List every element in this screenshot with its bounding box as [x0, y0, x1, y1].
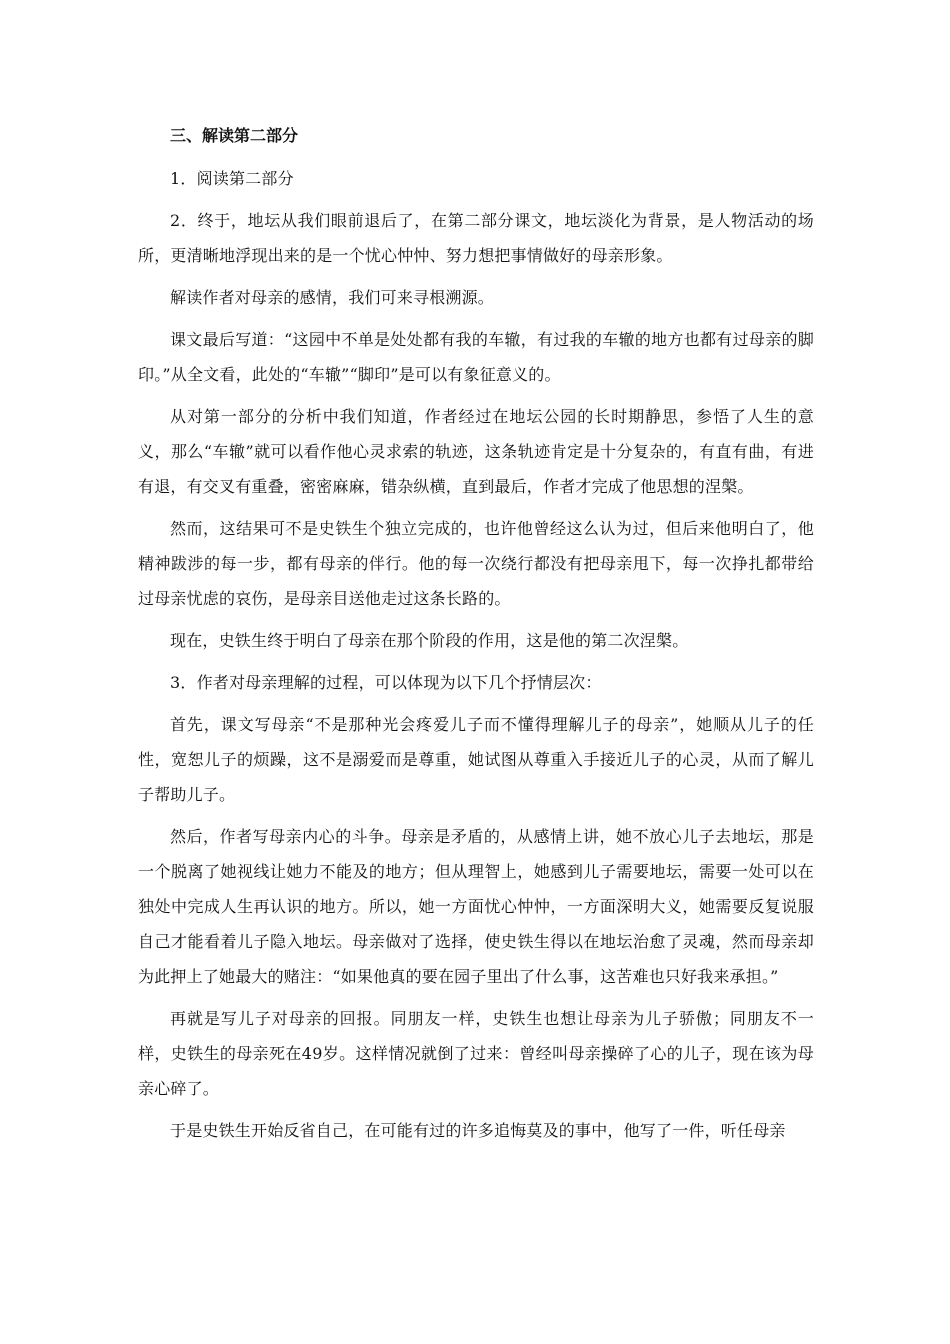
paragraph-root-search: 解读作者对母亲的感情，我们可来寻根溯源。: [170, 288, 495, 307]
paragraph-first-part-analysis: 从对第一部分的分析中我们知道，作者经过在地坛公园的长时期静思，参悟了人生的意义，那么“车辙”就可以看作他心灵求索的轨迹，这条轨迹肯定是十分复杂的，有直有曲，有进有退，有交叉有重叠，密密麻麻，错杂纵横，直到最后，作者才完成了他思想的涅槃。: [138, 407, 814, 496]
paragraph-inner-struggle: 然后，作者写母亲内心的斗争。母亲是矛盾的，从感情上讲，她不放心儿子去地坛，那是一个脱离了她视线让她力不能及的地方；但从理智上，她感到儿子需要地坛，需要一处可以在独处中完成人生再认识的地方。所以，她一方面忧心忡忡，一方面深明大义，她需要反复说服自己才能看着儿子隐入地坛。母亲做对了选择，使史铁生得以在地坛治愈了灵魂，然而母亲却为此押上了她最大的赌注：“如果他真的要在园子里出了什么事，这苦难也只好我来承担。”: [138, 827, 814, 986]
paragraph-mother-companion: 然而，这结果可不是史铁生个独立完成的，也许他曾经这么认为过，但后来他明白了，他精神跋涉的每一步，都有母亲的伴行。他的每一次绕行都没有把母亲甩下，每一次挣扎都带给过母亲忧虑的哀伤，是母亲目送他走过这条长路的。: [138, 519, 814, 608]
paragraph-self-reflection: 于是史铁生开始反省自己，在可能有过的许多追悔莫及的事中，他写了一件，听任母亲: [170, 1121, 786, 1140]
section-heading: 三、解读第二部分: [170, 126, 299, 145]
paragraph-son-repays: 再就是写儿子对母亲的回报。同朋友一样，史铁生也想让母亲为儿子骄傲；同朋友不一样，史铁生的母亲死在49岁。这样情况就倒了过来：曾经叫母亲操碎了心的儿子，现在该为母亲心碎了。: [138, 1009, 814, 1098]
paragraph-item-1: 1．阅读第二部分: [170, 169, 294, 188]
paragraph-item-2: 2．终于，地坛从我们眼前退后了，在第二部分课文，地坛淡化为背景，是人物活动的场所，更清晰地浮现出来的是一个忧心忡忡、努力想把事情做好的母亲形象。: [138, 211, 814, 265]
paragraph-item-3: 3．作者对母亲理解的过程，可以体现为以下几个抒情层次：: [170, 673, 602, 692]
paragraph-tracks-quote: 课文最后写道：“这园中不单是处处都有我的车辙，有过我的车辙的地方也都有过母亲的脚印。”从全文看，此处的“车辙”“脚印”是可以有象征意义的。: [138, 330, 814, 384]
paragraph-first-level: 首先，课文写母亲“不是那种光会疼爱儿子而不懂得理解儿子的母亲”，她顺从儿子的任性，宽恕儿子的烦躁，这不是溺爱而是尊重，她试图从尊重入手接近儿子的心灵，从而了解儿子帮助儿子。: [138, 715, 814, 804]
paragraph-second-nirvana: 现在，史铁生终于明白了母亲在那个阶段的作用，这是他的第二次涅槃。: [170, 631, 689, 650]
document-page: [138, 122, 814, 1155]
